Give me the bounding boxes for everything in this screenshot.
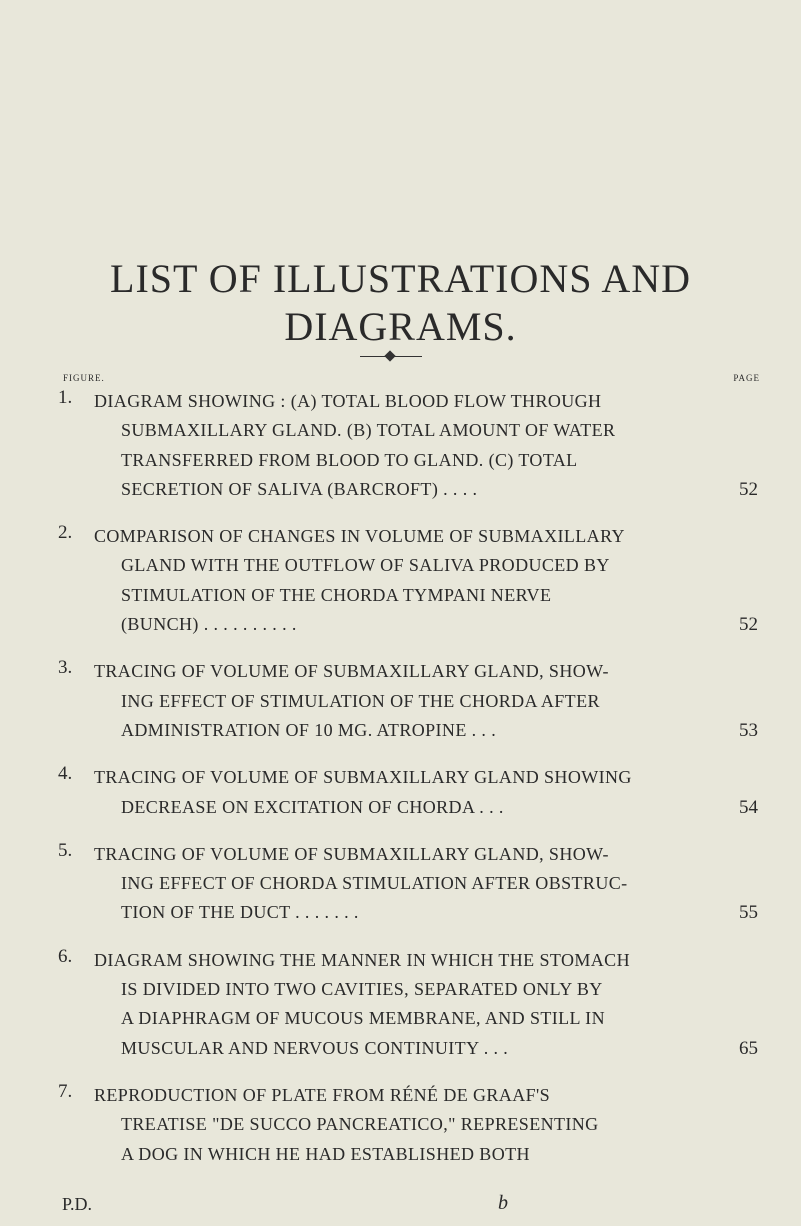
figure-number: 5. (58, 839, 73, 861)
figure-number: 1. (58, 387, 73, 408)
entry-text-line: STIMULATION OF THE CHORDA TYMPANI NERVE (121, 584, 552, 605)
list-item (58, 840, 758, 928)
entry-text-line: ING EFFECT OF CHORDA STIMULATION AFTER OBSTRUC- (121, 873, 628, 894)
entry-text-line: A DOG IN WHICH HE HAD ESTABLISHED BOTH (121, 1143, 530, 1164)
footer-signature: P.D. (62, 1194, 93, 1214)
entry-text-line: SUBMAXILLARY GLAND. (B) TOTAL AMOUNT OF WATER (121, 420, 616, 441)
page-number: 53 (739, 719, 758, 741)
list-item (58, 522, 758, 639)
entry-text-line: ING EFFECT OF STIMULATION OF THE CHORDA AFTER (121, 690, 600, 711)
entry-text-line: GLAND WITH THE OUTFLOW OF SALIVA PRODUCED BY (121, 555, 610, 576)
entry-text-line: SECRETION OF SALIVA (BARCROFT) . . . . (121, 478, 478, 499)
entry-text-line: TRANSFERRED FROM BLOOD TO GLAND. (C) TOTAL (121, 449, 578, 470)
page-title (0, 255, 801, 351)
list-item (58, 946, 758, 1063)
entry-text-line: TRACING OF VOLUME OF SUBMAXILLARY GLAND, SHOW- (94, 661, 609, 682)
entry-text-line: A DIAPHRAGM OF MUCOUS MEMBRANE, AND STILL IN (121, 1008, 605, 1029)
entry-text-line: IS DIVIDED INTO TWO CAVITIES, SEPARATED ONLY BY (121, 979, 603, 1000)
page-number: 52 (739, 614, 758, 636)
page-column-header: PAGE (733, 373, 760, 383)
list-item (58, 1081, 758, 1169)
entry-text-line: DIAGRAM SHOWING THE MANNER IN WHICH THE STOMACH (94, 949, 630, 970)
page-number: 65 (739, 1037, 758, 1059)
figure-number: 6. (58, 945, 73, 967)
entry-text-line: TRACING OF VOLUME OF SUBMAXILLARY GLAND, SHOW- (94, 843, 609, 864)
illustrations-list (58, 387, 758, 1187)
page-number: 54 (739, 796, 758, 818)
title-line-2: DIAGRAMS. (284, 304, 517, 349)
entry-text-line: COMPARISON OF CHANGES IN VOLUME OF SUBMAXILLARY (94, 526, 625, 547)
entry-text-line: ADMINISTRATION OF 10 MG. ATROPINE . . . (121, 719, 497, 740)
page-number: 52 (739, 478, 758, 500)
entry-text-line: TREATISE "DE SUCCO PANCREATICO," REPRESENTING (121, 1114, 599, 1135)
page-number: 55 (739, 902, 758, 924)
diamond-rule-icon (360, 351, 422, 363)
figure-number: 7. (58, 1080, 73, 1102)
figure-number: 4. (58, 763, 73, 785)
entry-text-line: TION OF THE DUCT . . . . . . . (121, 902, 359, 923)
figure-number: 3. (58, 657, 73, 679)
entry-text-line: (BUNCH) . . . . . . . . . . (121, 614, 297, 635)
figure-column-header: FIGURE. (63, 373, 105, 383)
list-item (58, 657, 758, 745)
entry-text-line: DECREASE ON EXCITATION OF CHORDA . . . (121, 796, 504, 817)
entry-text-line: DIAGRAM SHOWING : (A) TOTAL BLOOD FLOW THROUGH (94, 391, 602, 411)
entry-text-line: TRACING OF VOLUME OF SUBMAXILLARY GLAND SHOWING (94, 767, 632, 788)
entry-text-line: MUSCULAR AND NERVOUS CONTINUITY . . . (121, 1037, 509, 1058)
entry-text-line: REPRODUCTION OF PLATE FROM RÉNÉ DE GRAAF'S (94, 1084, 551, 1105)
list-item (58, 763, 758, 822)
figure-number: 2. (58, 522, 73, 544)
list-item (58, 387, 758, 504)
footer-signature-letter: b (498, 1192, 508, 1214)
title-line-1: LIST OF ILLUSTRATIONS AND (110, 256, 691, 301)
